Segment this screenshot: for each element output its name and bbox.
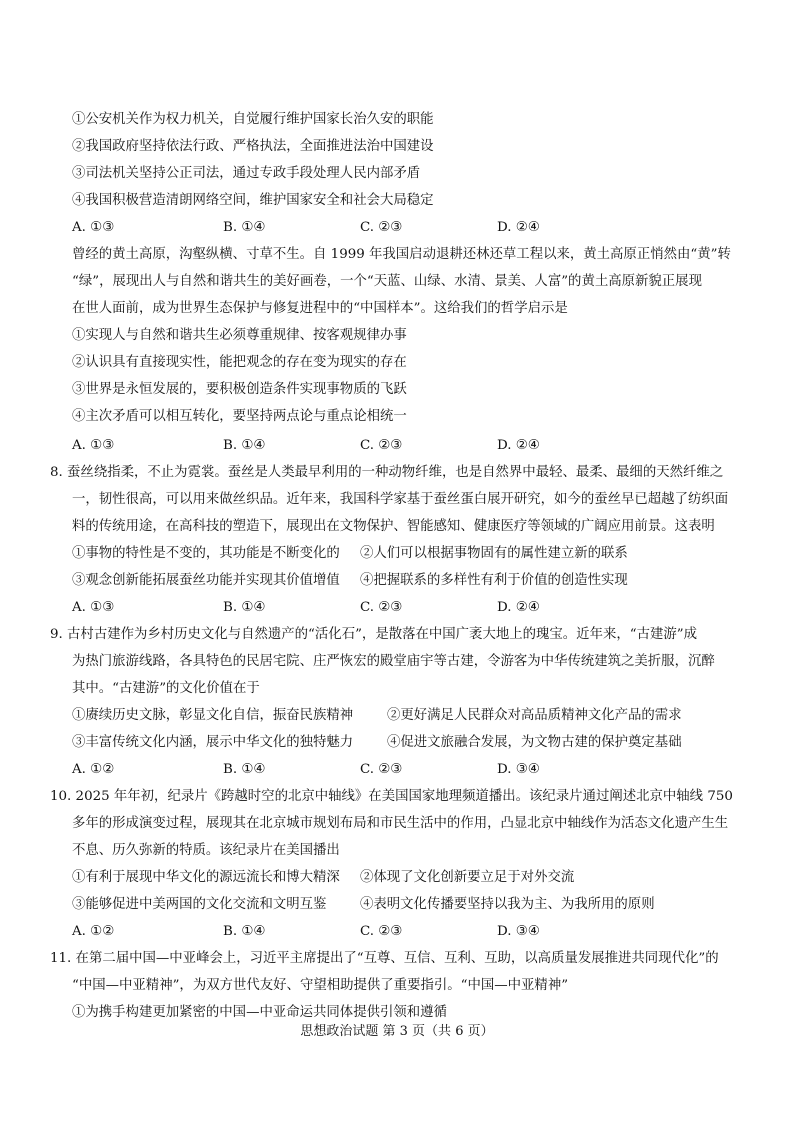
q9-option-c: C. ②③ xyxy=(360,762,403,777)
q6-choice-2: ②我国政府坚持依法行政、严格执法，全面推进法治中国建设 xyxy=(72,139,434,154)
q8-option-b: B. ①④ xyxy=(223,600,266,615)
q9-option-d: D. ③④ xyxy=(497,762,540,777)
q7-stem-line-3: 在世人面前，成为世界生态保护与修复进程中的“中国样本”。这给我们的哲学启示是 xyxy=(72,301,568,316)
q11-stem-line-1: 11. 在第二届中国—中亚峰会上，习近平主席提出了“互尊、互信、互利、互助，以高质量发展推进共同现代化”的 xyxy=(50,951,719,966)
q8-option-a: A. ①③ xyxy=(72,600,115,615)
page-footer: 思想政治试题 第 3 页（共 6 页） xyxy=(300,1024,494,1039)
q6-option-d: D. ②④ xyxy=(497,220,540,235)
q9-choice-4: ④促进文旅融合发展，为文物古建的保护奠定基础 xyxy=(387,735,682,750)
q10-option-b: B. ①④ xyxy=(223,924,266,939)
q6-choice-4: ④我国积极营造清朗网络空间，维护国家安全和社会大局稳定 xyxy=(72,193,434,208)
q6-choice-3: ③司法机关坚持公正司法，通过专政手段处理人民内部矛盾 xyxy=(72,166,421,181)
q8-stem-line-3: 料的传统用途，在高科技的塑造下，展现出在文物保护、智能感知、健康医疗等领域的广阔应用前景。这表明 xyxy=(72,519,715,534)
q7-option-b: B. ①④ xyxy=(223,438,266,453)
q6-options xyxy=(72,219,772,237)
q7-choice-1: ①实现人与自然和谐共生必须尊重规律、按客观规律办事 xyxy=(72,328,407,343)
q8-stem-line-2: 一，韧性很高，可以用来做丝织品。近年来，我国科学家基于蚕丝蛋白展开研究，如今的蚕丝早已超越了纺织面 xyxy=(72,492,729,507)
q7-stem-line-2: “绿”，展现出人与自然和谐共生的美好画卷，一个“天蓝、山绿、水清、景美、人富”的黄土高原新貌正展现 xyxy=(72,274,702,289)
q7-option-d: D. ②④ xyxy=(497,438,540,453)
q6-option-b: B. ①④ xyxy=(223,220,266,235)
q10-choice-3: ③能够促进中美两国的文化交流和文明互鉴 xyxy=(72,897,327,912)
q9-choice-3: ③丰富传统文化内涵，展示中华文化的独特魅力 xyxy=(72,735,354,750)
q6-choice-1: ①公安机关作为权力机关，自觉履行维护国家长治久安的职能 xyxy=(72,112,434,127)
q8-option-c: C. ②③ xyxy=(360,600,403,615)
q8-stem-line-1: 8. 蚕丝绕指柔，不止为霓裳。蚕丝是人类最早利用的一种动物纤维，也是自然界中最轻、最柔、最细的天然纤维之 xyxy=(50,465,724,480)
q10-option-c: C. ②③ xyxy=(360,924,403,939)
q10-choice-2: ②体现了文化创新要立足于对外交流 xyxy=(360,870,575,885)
q10-stem-line-2: 多年的形成演变过程，展现其在北京城市规划布局和市民生活中的作用，凸显北京中轴线作为活态文化遗产生生 xyxy=(72,816,729,831)
q6-option-a: A. ①③ xyxy=(72,220,115,235)
q8-choice-3: ③观念创新能拓展蚕丝功能并实现其价值增值 xyxy=(72,573,340,588)
q7-option-c: C. ②③ xyxy=(360,438,403,453)
q7-choice-4: ④主次矛盾可以相互转化，要坚持两点论与重点论相统一 xyxy=(72,409,407,424)
q11-choice-1: ①为携手构建更加紧密的中国—中亚命运共同体提供引领和遵循 xyxy=(72,1005,447,1020)
q10-stem-line-1: 10. 2025 年年初，纪录片《跨越时空的北京中轴线》在美国国家地理频道播出。该纪录片通过阐述北京中轴线 750 xyxy=(50,789,733,804)
q9-choice-1: ①赓续历史文脉，彰显文化自信，振奋民族精神 xyxy=(72,708,354,723)
q8-option-d: D. ②④ xyxy=(497,600,540,615)
q7-choice-2: ②认识具有直接现实性，能把观念的存在变为现实的存在 xyxy=(72,355,407,370)
q10-stem-line-3: 不息、历久弥新的特质。该纪录片在美国播出 xyxy=(72,843,340,858)
q10-options xyxy=(72,923,772,941)
q7-options xyxy=(72,437,772,455)
q7-stem-line-1: 曾经的黄土高原，沟壑纵横、寸草不生。自 1999 年我国启动退耕还林还草工程以来，黄土高原正悄然由“黄”转 xyxy=(72,247,731,262)
q8-options xyxy=(72,599,772,617)
q10-option-a: A. ①② xyxy=(72,924,115,939)
q8-choice-1: ①事物的特性是不变的，其功能是不断变化的 xyxy=(72,546,340,561)
q9-option-b: B. ①④ xyxy=(223,762,266,777)
q10-choice-4: ④表明文化传播要坚持以我为主、为我所用的原则 xyxy=(360,897,655,912)
q9-stem-line-2: 为热门旅游线路，各具特色的民居宅院、庄严恢宏的殿堂庙宇等古建，令游客为中华传统建筑之美折服，沉醉 xyxy=(72,654,715,669)
q8-choice-2: ②人们可以根据事物固有的属性建立新的联系 xyxy=(360,546,628,561)
q9-stem-line-1: 9. 古村古建作为乡村历史文化与自然遗产的“活化石”，是散落在中国广袤大地上的瑰宝。近年来，“古建游”成 xyxy=(50,627,697,642)
q8-choice-4: ④把握联系的多样性有利于价值的创造性实现 xyxy=(360,573,628,588)
q10-choice-1: ①有利于展现中华文化的源远流长和博大精深 xyxy=(72,870,340,885)
q11-stem-line-2: “中国—中亚精神”，为双方世代友好、守望相助提供了重要指引。“中国—中亚精神” xyxy=(72,978,569,993)
q7-option-a: A. ①③ xyxy=(72,438,115,453)
q10-option-d: D. ③④ xyxy=(497,924,540,939)
q7-choice-3: ③世界是永恒发展的，要积极创造条件实现事物质的飞跃 xyxy=(72,382,407,397)
q6-option-c: C. ②③ xyxy=(360,220,403,235)
q9-choice-2: ②更好满足人民群众对高品质精神文化产品的需求 xyxy=(387,708,682,723)
q9-stem-line-3: 其中。“古建游”的文化价值在于 xyxy=(72,681,260,696)
q9-option-a: A. ①② xyxy=(72,762,115,777)
q9-options xyxy=(72,761,772,779)
